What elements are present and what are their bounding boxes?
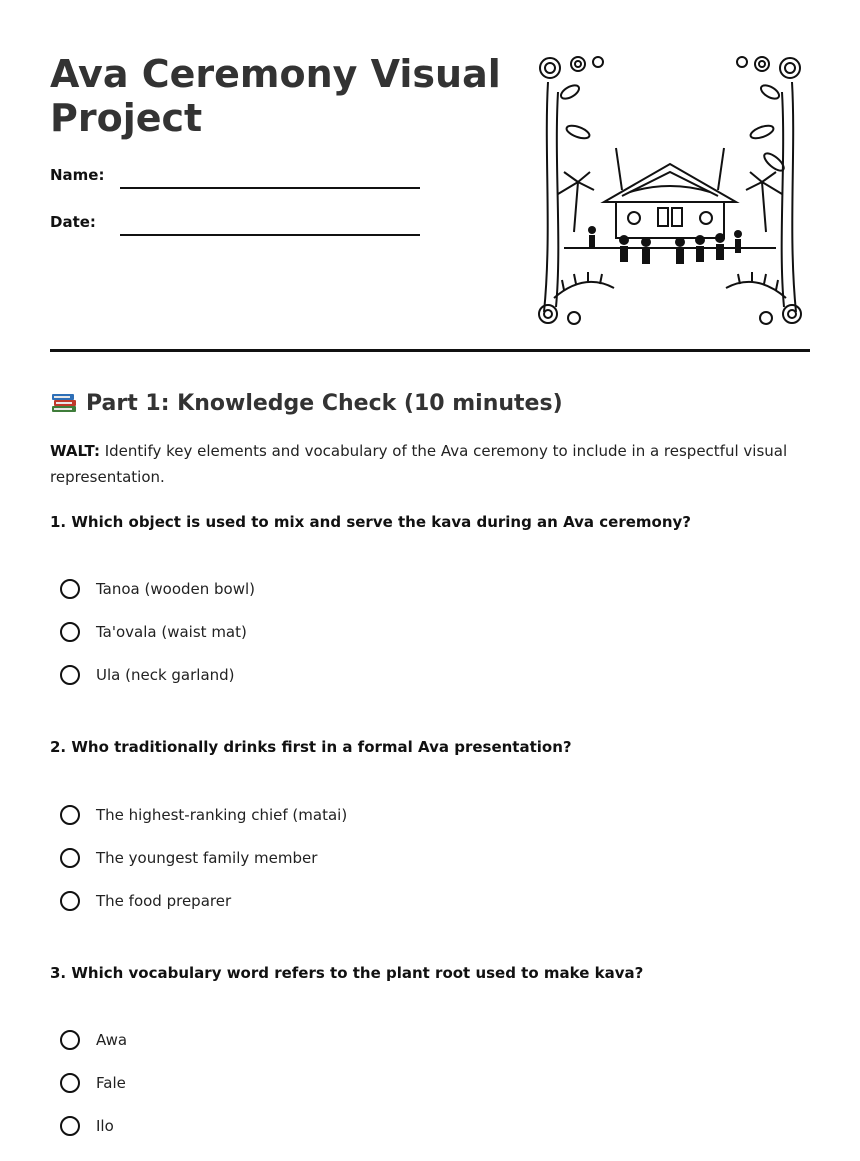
radio-button[interactable] [60, 848, 80, 868]
q2-option-3[interactable]: The food preparer [60, 888, 231, 914]
part1-title-text: Part 1: Knowledge Check (10 minutes) [86, 391, 563, 416]
date-field[interactable] [120, 234, 420, 236]
q1-option-3[interactable]: Ula (neck garland) [60, 662, 235, 688]
walt-label: WALT: [50, 442, 100, 460]
section-divider [50, 349, 810, 352]
radio-button[interactable] [60, 1116, 80, 1136]
walt-text: Identify key elements and vocabulary of the Ava ceremony to include in a respectful visual representation. [50, 442, 788, 486]
worksheet-page [50, 0, 810, 1161]
q2-option-1[interactable]: The highest-ranking chief (matai) [60, 802, 347, 828]
radio-button[interactable] [60, 891, 80, 911]
q1-option-2[interactable]: Ta'ovala (waist mat) [60, 619, 247, 645]
question-1: 1. Which object is used to mix and serve the kava during an Ava ceremony? [50, 513, 691, 531]
q1-option-1[interactable]: Tanoa (wooden bowl) [60, 576, 255, 602]
radio-button[interactable] [60, 1030, 80, 1050]
q3-option-2[interactable]: Fale [60, 1070, 126, 1096]
part1-title [50, 389, 563, 419]
page-title: Ava Ceremony Visual Project [50, 52, 501, 140]
q3-option-1[interactable]: Awa [60, 1027, 127, 1053]
radio-button[interactable] [60, 665, 80, 685]
radio-button[interactable] [60, 805, 80, 825]
radio-button[interactable] [60, 1073, 80, 1093]
name-label: Name: [50, 166, 105, 184]
date-label: Date: [50, 213, 96, 231]
ceremony-illustration [534, 52, 806, 328]
radio-button[interactable] [60, 622, 80, 642]
radio-button[interactable] [60, 579, 80, 599]
question-3: 3. Which vocabulary word refers to the plant root used to make kava? [50, 964, 644, 982]
walt-statement [50, 438, 790, 490]
name-field[interactable] [120, 187, 420, 189]
books-icon [50, 390, 78, 414]
q3-option-3[interactable]: Ilo [60, 1113, 114, 1139]
question-2: 2. Who traditionally drinks first in a formal Ava presentation? [50, 738, 572, 756]
q2-option-2[interactable]: The youngest family member [60, 845, 317, 871]
